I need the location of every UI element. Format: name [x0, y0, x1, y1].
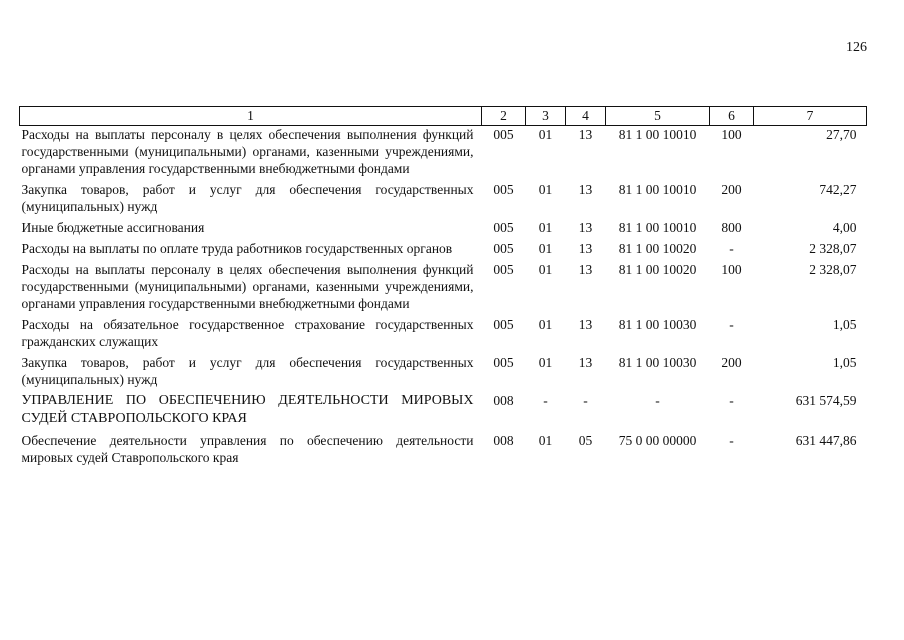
row-target-article: 75 0 00 00000	[618, 433, 697, 448]
row-description: Иные бюджетные ассигнования	[21, 220, 205, 235]
row-subsection-code: 13	[578, 220, 593, 235]
table-row	[20, 181, 867, 219]
row-target-article: 81 1 00 10030	[618, 317, 697, 332]
row-section-code: 01	[538, 220, 553, 235]
row-subsection-code: 13	[578, 127, 593, 142]
row-ministry-code: 005	[493, 182, 514, 197]
row-ministry-code: 008	[493, 433, 514, 448]
row-amount: 27,70	[826, 127, 857, 142]
row-expense-type: -	[729, 433, 734, 448]
row-expense-type: -	[729, 393, 734, 408]
row-description: Расходы на выплаты персоналу в целях обеспечения выполнения функций государственными (муниципальными) органами, казенными учреждениями, органами управления государственными внебюджетными фондами	[21, 127, 474, 176]
row-expense-type: -	[729, 317, 734, 332]
table-row	[20, 354, 867, 392]
row-ministry-code: 005	[493, 317, 514, 332]
row-target-article: 81 1 00 10030	[618, 355, 697, 370]
table-row	[20, 126, 867, 182]
row-section-code: 01	[538, 433, 553, 448]
row-target-article: 81 1 00 10010	[618, 220, 697, 235]
row-subsection-code: 05	[578, 433, 593, 448]
row-ministry-code: 005	[493, 262, 514, 277]
column-header-7: 7	[754, 107, 867, 126]
column-header-4: 4	[566, 107, 606, 126]
row-subsection-code: 13	[578, 262, 593, 277]
row-section-code: 01	[538, 182, 553, 197]
row-description: Расходы на выплаты по оплате труда работников государственных органов	[21, 241, 453, 256]
row-target-article: 81 1 00 10010	[618, 182, 697, 197]
row-subsection-code: 13	[578, 241, 593, 256]
row-ministry-code: 005	[493, 127, 514, 142]
row-subsection-code: -	[583, 393, 588, 408]
column-header-3: 3	[526, 107, 566, 126]
column-header-6: 6	[710, 107, 754, 126]
table-row	[20, 392, 867, 432]
row-section-code: -	[543, 393, 548, 408]
row-section-code: 01	[538, 355, 553, 370]
page-number: 126	[846, 40, 867, 55]
row-amount: 2 328,07	[809, 241, 857, 256]
row-expense-type: 800	[721, 220, 742, 235]
row-amount: 4,00	[832, 220, 857, 235]
row-target-article: 81 1 00 10010	[618, 127, 697, 142]
table-row	[20, 240, 867, 261]
row-ministry-code: 005	[493, 220, 514, 235]
row-section-code: 01	[538, 317, 553, 332]
row-description: Закупка товаров, работ и услуг для обеспечения государственных (муниципальных) нужд	[21, 182, 474, 214]
table-row	[20, 219, 867, 240]
table-row	[20, 316, 867, 354]
row-expense-type: 200	[721, 182, 742, 197]
row-amount: 742,27	[819, 182, 857, 197]
row-description: Обеспечение деятельности управления по обеспечению деятельности мировых судей Ставропольского края	[21, 433, 474, 465]
row-description: Расходы на обязательное государственное страхование государственных гражданских служащих	[21, 317, 474, 349]
row-description: Расходы на выплаты персоналу в целях обеспечения выполнения функций государственными (муниципальными) органами, казенными учреждениями, органами управления государственными внебюджетными фондами	[21, 262, 474, 311]
column-header-5: 5	[606, 107, 710, 126]
row-target-article: -	[655, 393, 660, 408]
row-subsection-code: 13	[578, 317, 593, 332]
row-expense-type: 200	[721, 355, 742, 370]
row-subsection-code: 13	[578, 182, 593, 197]
budget-table	[19, 106, 867, 470]
row-amount: 2 328,07	[809, 262, 857, 277]
row-amount: 1,05	[832, 317, 857, 332]
column-header-2: 2	[482, 107, 526, 126]
row-ministry-code: 008	[493, 393, 514, 408]
column-header-1: 1	[20, 107, 482, 126]
row-expense-type: -	[729, 241, 734, 256]
row-section-code: 01	[538, 241, 553, 256]
row-amount: 631 574,59	[795, 393, 857, 408]
row-target-article: 81 1 00 10020	[618, 241, 697, 256]
table-row	[20, 261, 867, 316]
header-row	[20, 107, 867, 126]
row-expense-type: 100	[721, 262, 742, 277]
row-ministry-code: 005	[493, 241, 514, 256]
row-target-article: 81 1 00 10020	[618, 262, 697, 277]
table-row	[20, 432, 867, 470]
row-amount: 1,05	[832, 355, 857, 370]
row-subsection-code: 13	[578, 355, 593, 370]
row-description: УПРАВЛЕНИЕ ПО ОБЕСПЕЧЕНИЮ ДЕЯТЕЛЬНОСТИ МИРОВЫХ СУДЕЙ СТАВРОПОЛЬСКОГО КРАЯ	[21, 393, 474, 426]
row-section-code: 01	[538, 127, 553, 142]
row-description: Закупка товаров, работ и услуг для обеспечения государственных (муниципальных) нужд	[21, 355, 474, 387]
row-section-code: 01	[538, 262, 553, 277]
row-amount: 631 447,86	[795, 433, 857, 448]
row-ministry-code: 005	[493, 355, 514, 370]
row-expense-type: 100	[721, 127, 742, 142]
